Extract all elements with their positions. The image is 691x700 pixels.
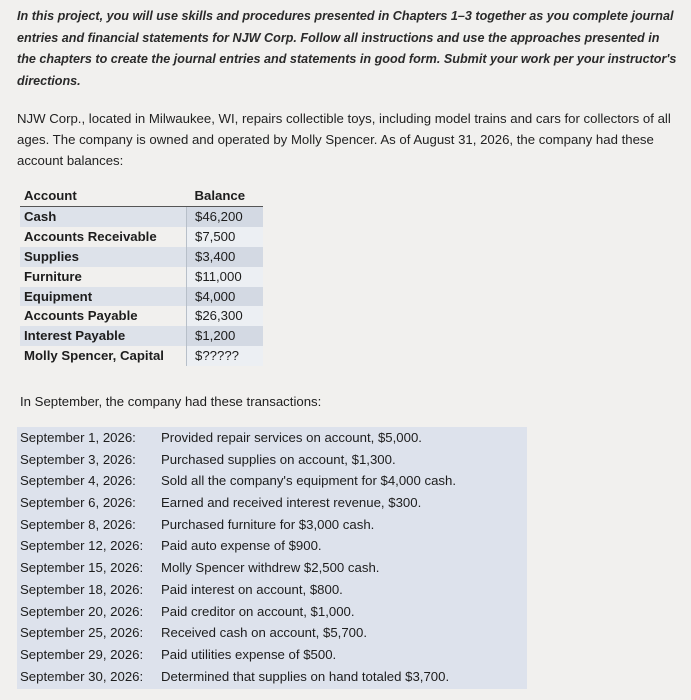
transaction-date: September 15, 2026: <box>20 560 144 576</box>
transaction-description: Molly Spencer withdrew $2,500 cash. <box>161 560 380 576</box>
transaction-date: September 3, 2026: <box>20 451 136 467</box>
transaction-description: Determined that supplies on hand totaled $3,700. <box>161 668 450 684</box>
account-balance: $4,000 <box>187 287 264 307</box>
table-row <box>20 287 263 307</box>
list-item <box>17 644 527 666</box>
transaction-date: September 6, 2026: <box>20 495 136 511</box>
list-item <box>17 492 527 514</box>
transaction-description: Paid interest on account, $800. <box>161 581 343 597</box>
account-name: Furniture <box>24 268 82 284</box>
table-row <box>20 306 263 326</box>
account-name: Supplies <box>20 247 187 267</box>
account-balance: $1,200 <box>187 326 264 346</box>
list-item <box>17 579 527 601</box>
account-name: Molly Spencer, Capital <box>24 348 164 364</box>
list-item <box>17 470 527 492</box>
table-row <box>20 227 263 247</box>
list-item <box>17 449 527 471</box>
list-item <box>17 557 527 579</box>
project-instructions: In this project, you will use skills and procedures presented in Chapters 1–3 together as you complete journal entries and financial statements for NJW Corp. Follow all instructions and use the approaches presented in the chapters to create the journal entries and statements in good form. Submit your work per your instructor's directions. <box>17 9 677 88</box>
account-balance: $46,200 <box>187 206 264 226</box>
list-item <box>17 514 527 536</box>
transaction-description: Paid creditor on account, $1,000. <box>161 603 355 619</box>
list-item <box>17 535 527 557</box>
list-item <box>17 427 527 449</box>
transactions-intro: In September, the company had these transactions: <box>20 394 322 409</box>
account-name: Accounts Receivable <box>24 228 157 244</box>
transaction-date: September 4, 2026: <box>20 473 136 489</box>
account-balance: $26,300 <box>187 306 264 326</box>
account-balances-table <box>20 186 263 366</box>
balance-column-header: Balance <box>187 186 264 206</box>
account-balance: $11,000 <box>187 267 264 287</box>
transaction-description: Paid auto expense of $900. <box>161 538 322 554</box>
list-item <box>17 622 527 644</box>
transaction-date: September 20, 2026: <box>20 603 144 619</box>
list-item <box>17 666 527 688</box>
transaction-description: Provided repair services on account, $5,000. <box>161 430 422 445</box>
table-row <box>20 206 263 226</box>
transaction-date: September 1, 2026: <box>20 430 136 445</box>
account-balance: $3,400 <box>187 247 264 267</box>
transaction-date: September 30, 2026: <box>20 668 144 684</box>
account-name: Cash <box>20 206 187 226</box>
account-balance: $????? <box>187 346 264 366</box>
list-item <box>17 601 527 623</box>
table-header-row <box>20 186 263 206</box>
table-row <box>20 247 263 267</box>
account-name: Accounts Payable <box>24 308 138 324</box>
transaction-description: Sold all the company's equipment for $4,000 cash. <box>161 473 457 489</box>
transaction-description: Paid utilities expense of $500. <box>161 646 337 662</box>
transaction-description: Earned and received interest revenue, $300. <box>161 495 422 511</box>
transaction-description: Purchased furniture for $3,000 cash. <box>161 516 375 532</box>
table-row <box>20 346 263 366</box>
transaction-date: September 18, 2026: <box>20 581 144 597</box>
company-description: NJW Corp., located in Milwaukee, WI, repairs collectible toys, including model trains and cars for collectors of all ages. The company is owned and operated by Molly Spencer. As of August 31, 2026, the company had these account balances: <box>17 111 671 168</box>
account-column-header: Account <box>20 186 187 206</box>
transaction-date: September 12, 2026: <box>20 538 144 554</box>
table-row <box>20 267 263 287</box>
transaction-date: September 8, 2026: <box>20 516 136 532</box>
account-name: Interest Payable <box>20 326 187 346</box>
transactions-list <box>17 427 527 689</box>
account-balance: $7,500 <box>187 227 264 247</box>
table-row <box>20 326 263 346</box>
transaction-date: September 25, 2026: <box>20 625 144 641</box>
transaction-date: September 29, 2026: <box>20 646 144 662</box>
transaction-description: Received cash on account, $5,700. <box>161 625 368 641</box>
transaction-description: Purchased supplies on account, $1,300. <box>161 451 396 467</box>
account-name: Equipment <box>20 287 187 307</box>
